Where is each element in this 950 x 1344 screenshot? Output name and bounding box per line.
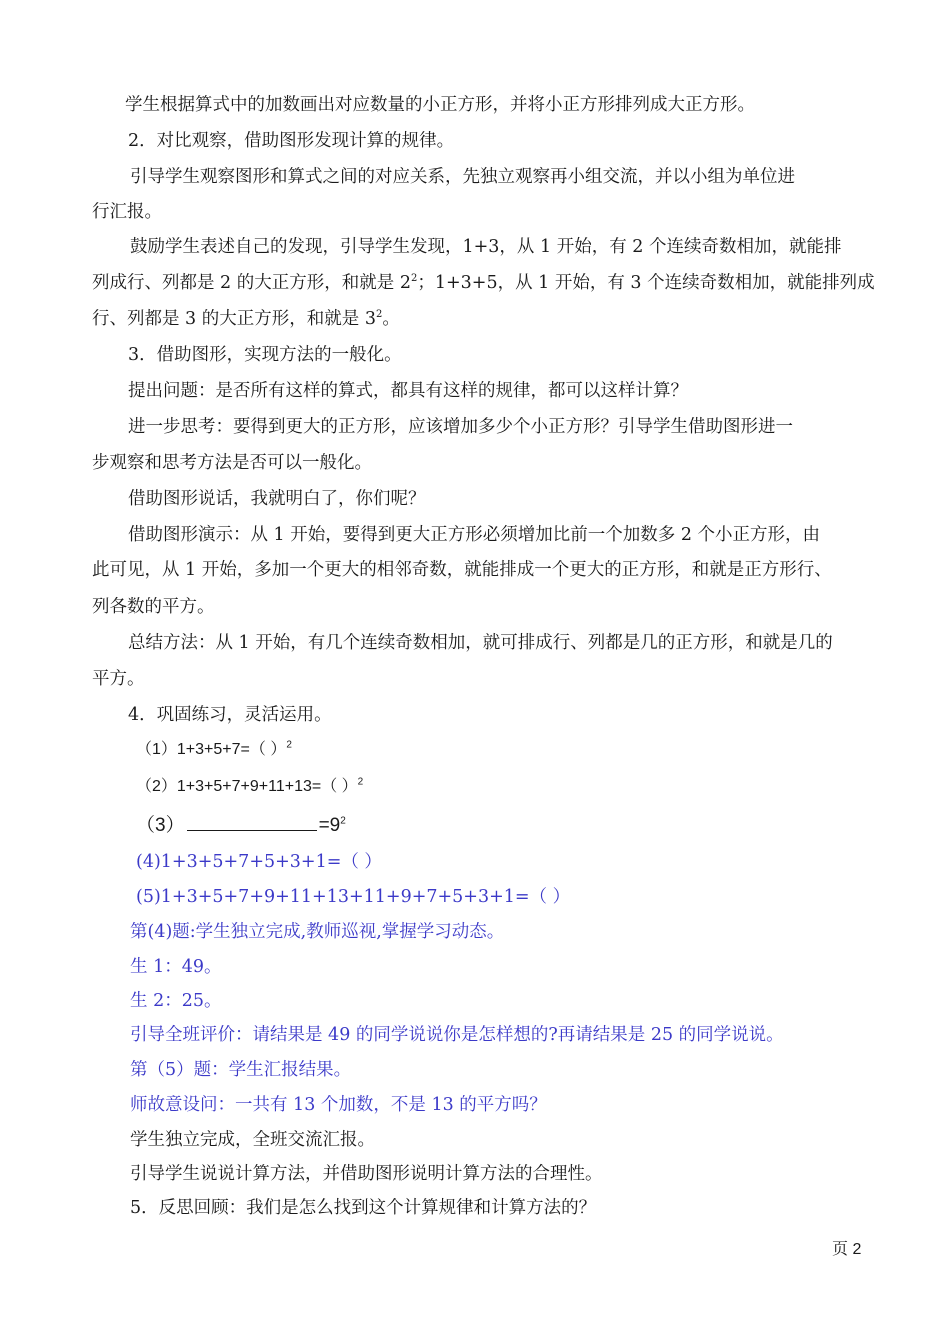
page-number: 页 2 [832, 1241, 862, 1258]
document-page: 学生根据算式中的加数画出对应数量的小正方形，并将小正方形排列成大正方形。 2．对比观察，借助图形发现计算的规律。 引导学生观察图形和算式之间的对应关系，先独立观察再小组交流，并以小组为单位进 行汇报。 鼓励学生表述自己的发现，引导学生发现，1+3，从 1 开始，有 2 个连续奇数相加，就能排 列成行、列都是 2 的大正方形，和就是 $2^2$；1+3+5，从 1 开始，有 3 个连续奇数相加，就能排列成 行、列都是 3 的大正方形，和就是 $3^2$。 3．借助图形，实现方法的一般化。 提出问题：是否所有这样的算式，都具有这样的规律，都可以这样计算？ 进一步思考：要得到更大的正方形，应该增加多少个小正方形？引导学生借助图形进一 步观察和思考方法是否可以一般化。 借助图形说话，我就明白了，你们呢？ 借助图形演示：从 1 开始，要得到更大正方形必须增加比前一个加数多 2 个小正方形，由 此可见，从 1 开始，多加一个更大的相邻奇数，就能排成一个更大的正方形，和就是正方形行、 列各数的平方。 总结方法：从 1 开始，有几个连续奇数相加，就可排成行、列都是几的正方形，和就是几的 平方。 4．巩固练习，灵活运用。 （1）1+3+5+7=（ ）$^2$ （2）1+3+5+7+9+11+13=（ ）$^2$ $(3) =9^2$ (4)1+3+5+7+5+3+1=（ ） (5)1+3+5+7+9+11+13+11+9+7+5+3+1=（ ） 第(4)题:学生独立完成,教师巡视,掌握学习动态。 生 1：49。 生 2：25。 引导全班评价：请结果是 49 的同学说说你是怎样想的?再请结果是 25 的同学说说。 第（5）题：学生汇报结果。 师故意设问：一共有 13 个加数，不是 13 的平方吗？ 学生独立完成，全班交流汇报。 引导学生说说计算方法，并借助图形说明计算方法的合理性。 5．反思回顾：我们是怎么找到这个计算规律和计算方法的？ 页 2 [92, 95, 875, 1258]
answer-blank [187, 812, 317, 831]
